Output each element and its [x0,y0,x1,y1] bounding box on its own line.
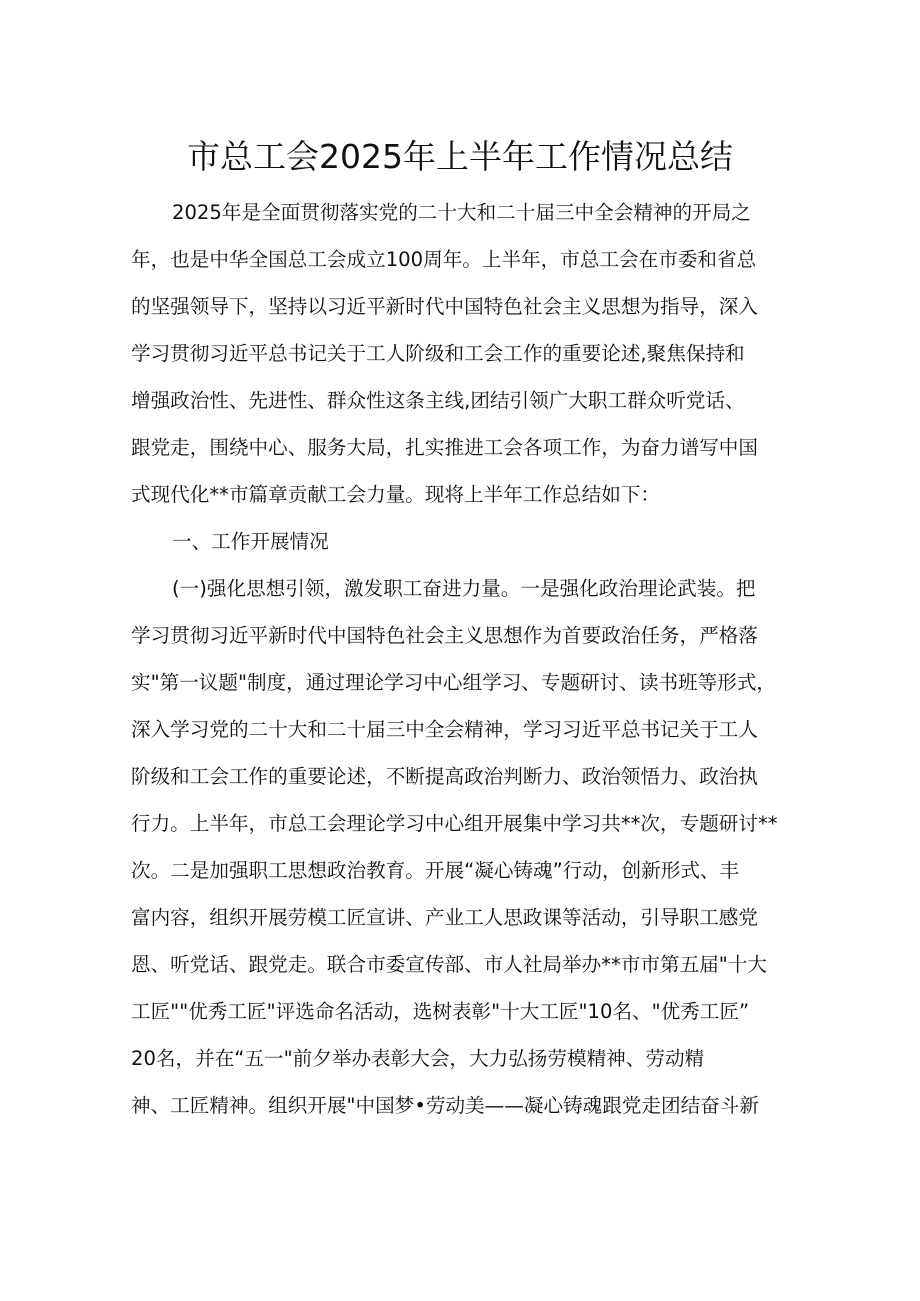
section-heading: 一、工作开展情况 [172,530,329,553]
paragraph-line: 学习贯彻习近平新时代中国特色社会主义思想作为首要政治任务，严格落 [131,624,758,647]
paragraph-line: 年，也是中华全国总工会成立100周年。上半年，市总工会在市委和省总 [131,248,757,271]
paragraph-line: 增强政治性、先进性、群众性这条主线,团结引领广大职工群众听党话、 [131,389,745,412]
paragraph-line: 富内容，组织开展劳模工匠宣讲、产业工人思政课等活动，引导职工感党 [131,906,758,929]
paragraph-line: 次。二是加强职工思想政治教育。开展“凝心铸魂”行动，创新形式、丰 [131,859,740,882]
paragraph-line: (一)强化思想引领，激发职工奋进力量。一是强化政治理论武装。把 [172,577,756,600]
paragraph-line: 式现代化**市篇章贡献工会力量。现将上半年工作总结如下： [131,483,661,506]
paragraph-line: 实"第一议题"制度，通过理论学习中心组学习、专题研讨、读书班等形式， [131,671,777,694]
paragraph-line: 2025年是全面贯彻落实党的二十大和二十届三中全会精神的开局之 [172,201,751,224]
paragraph-line: 学习贯彻习近平总书记关于工人阶级和工会工作的重要论述,聚焦保持和 [131,342,745,365]
paragraph-line: 恩、听党话、跟党走。联合市委宣传部、市人社局举办**市市第五届"十大 [131,953,768,976]
paragraph-line: 20名，并在“五一"前夕举办表彰大会，大力弘扬劳模精神、劳动精 [131,1047,705,1070]
paragraph-line: 行力。上半年，市总工会理论学习中心组开展集中学习共**次，专题研讨** [131,812,778,835]
document-title: 市总工会2025年上半年工作情况总结 [187,137,733,176]
paragraph-line: 神、工匠精神。组织开展"中国梦•劳动美——凝心铸魂跟党走团结奋斗新 [131,1094,759,1117]
paragraph-line: 阶级和工会工作的重要论述，不断提高政治判断力、政治领悟力、政治执 [131,765,758,788]
paragraph-line: 跟党走，围绕中心、服务大局，扎实推进工会各项工作，为奋力谱写中国 [131,436,758,459]
paragraph-line: 的坚强领导下，坚持以习近平新时代中国特色社会主义思想为指导，深入 [131,295,758,318]
paragraph-line: 工匠""优秀工匠"评选命名活动，选树表彰"十大工匠"10名、"优秀工匠” [131,1000,750,1023]
paragraph-line: 深入学习党的二十大和二十届三中全会精神，学习习近平总书记关于工人 [131,718,758,741]
